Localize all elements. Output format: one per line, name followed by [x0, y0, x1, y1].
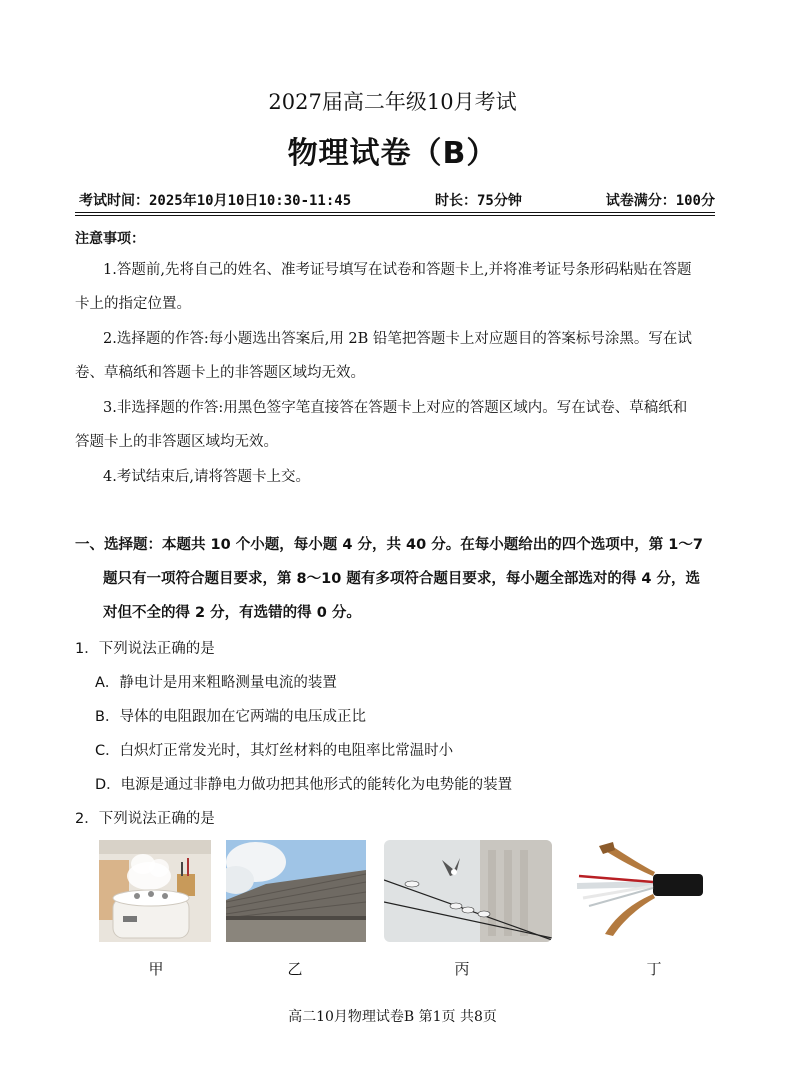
page-footer: 高二10月物理试卷B 第1页 共8页 [288, 1009, 497, 1025]
notice-item-3-line-1: 3.非选择题的作答:用黑色签字笔直接答在答题卡上对应的答题区域内。写在试卷、草稿纸和 [103, 400, 688, 416]
figure-humidifier [99, 840, 211, 942]
section-1-line-2: 题只有一项符合题目要求，第 8～10 题有多项符合题目要求，每小题全部选对的得 4 分，选 [103, 571, 701, 587]
notice-item-1-line-1: 1.答题前,先将自己的姓名、准考证号填写在试卷和答题卡上,并将准考证号条形码粘贴在答题 [103, 262, 692, 278]
notice-item-3 [75, 391, 715, 459]
figure-birds-on-wires [384, 840, 552, 942]
exam-time: 考试时间：2025年10月10日10:30-11:45 [79, 193, 352, 209]
exam-subtitle: 2027届高二年级10月考试 [268, 90, 517, 114]
notice-item-4-line-1: 4.考试结束后,请将答题卡上交。 [103, 469, 310, 485]
notice-item-1 [75, 253, 715, 321]
exam-info-bar [75, 190, 715, 212]
exam-duration: 时长：75分钟 [435, 193, 522, 209]
section-1-instructions [75, 528, 715, 630]
question-1-stem: 1．下列说法正确的是 [75, 641, 215, 657]
figure-caption-ding: 丁 [646, 960, 662, 978]
exam-title: 物理试卷（B） [287, 136, 498, 171]
question-1-option-b: B．导体的电阻跟加在它两端的电压成正比 [95, 709, 366, 725]
notice-heading: 注意事项： [75, 231, 145, 247]
notice-item-2-line-2: 卷、草稿纸和答题卡上的非答题区域均无效。 [75, 365, 365, 381]
section-1-line-3: 对但不全的得 2 分，有选错的得 0 分。 [103, 605, 361, 621]
notice-item-2 [75, 322, 715, 390]
question-1-option-a: A．静电计是用来粗略测量电流的装置 [95, 675, 337, 691]
figure-caption-bing: 丙 [454, 960, 470, 978]
section-1-line-1: 一、选择题：本题共 10 个小题，每小题 4 分，共 40 分。在每小题给出的四个选项中，第 1～7 [75, 537, 703, 553]
notice-item-2-line-1: 2.选择题的作答:每小题选出答案后,用 2B 铅笔把答题卡上对应题目的答案标号涂黑。写在试 [103, 331, 692, 347]
question-1-option-c: C．白炽灯正常发光时，其灯丝材料的电阻率比常温时小 [95, 743, 454, 759]
header-divider [75, 212, 715, 216]
exam-full-score: 试卷满分：100分 [605, 193, 715, 209]
question-2-stem: 2．下列说法正确的是 [75, 811, 215, 827]
figure-caption-yi: 乙 [287, 960, 303, 978]
figure-caption-jia: 甲 [148, 960, 164, 978]
question-1-option-d: D．电源是通过非静电力做功把其他形式的能转化为电势能的装置 [95, 777, 513, 793]
figure-shielded-cable [569, 840, 703, 942]
figure-roof [226, 840, 366, 942]
notice-item-1-line-2: 卡上的指定位置。 [75, 296, 191, 312]
notice-item-4 [75, 460, 715, 494]
notice-item-3-line-2: 答题卡上的非答题区域均无效。 [75, 434, 278, 450]
